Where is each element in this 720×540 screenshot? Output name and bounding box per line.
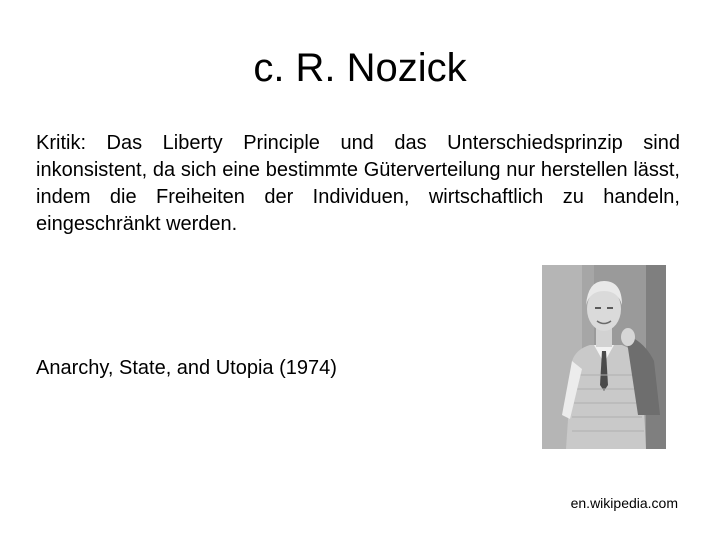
critique-text: Kritik: Das Liberty Principle und das Unterschiedsprinzip sind inkonsistent, da sich eine bestimmte Güterverteilung nur herstellen lässt, indem die Freiheiten der Individuen, wirtschaftlich zu handeln, eingeschränkt werden. — [36, 132, 680, 235]
slide-title: c. R. Nozick — [253, 46, 467, 90]
portrait-photo — [542, 265, 666, 449]
book-reference: Anarchy, State, and Utopia (1974) — [36, 357, 337, 379]
photo-credit: en.wikipedia.com — [570, 495, 678, 511]
